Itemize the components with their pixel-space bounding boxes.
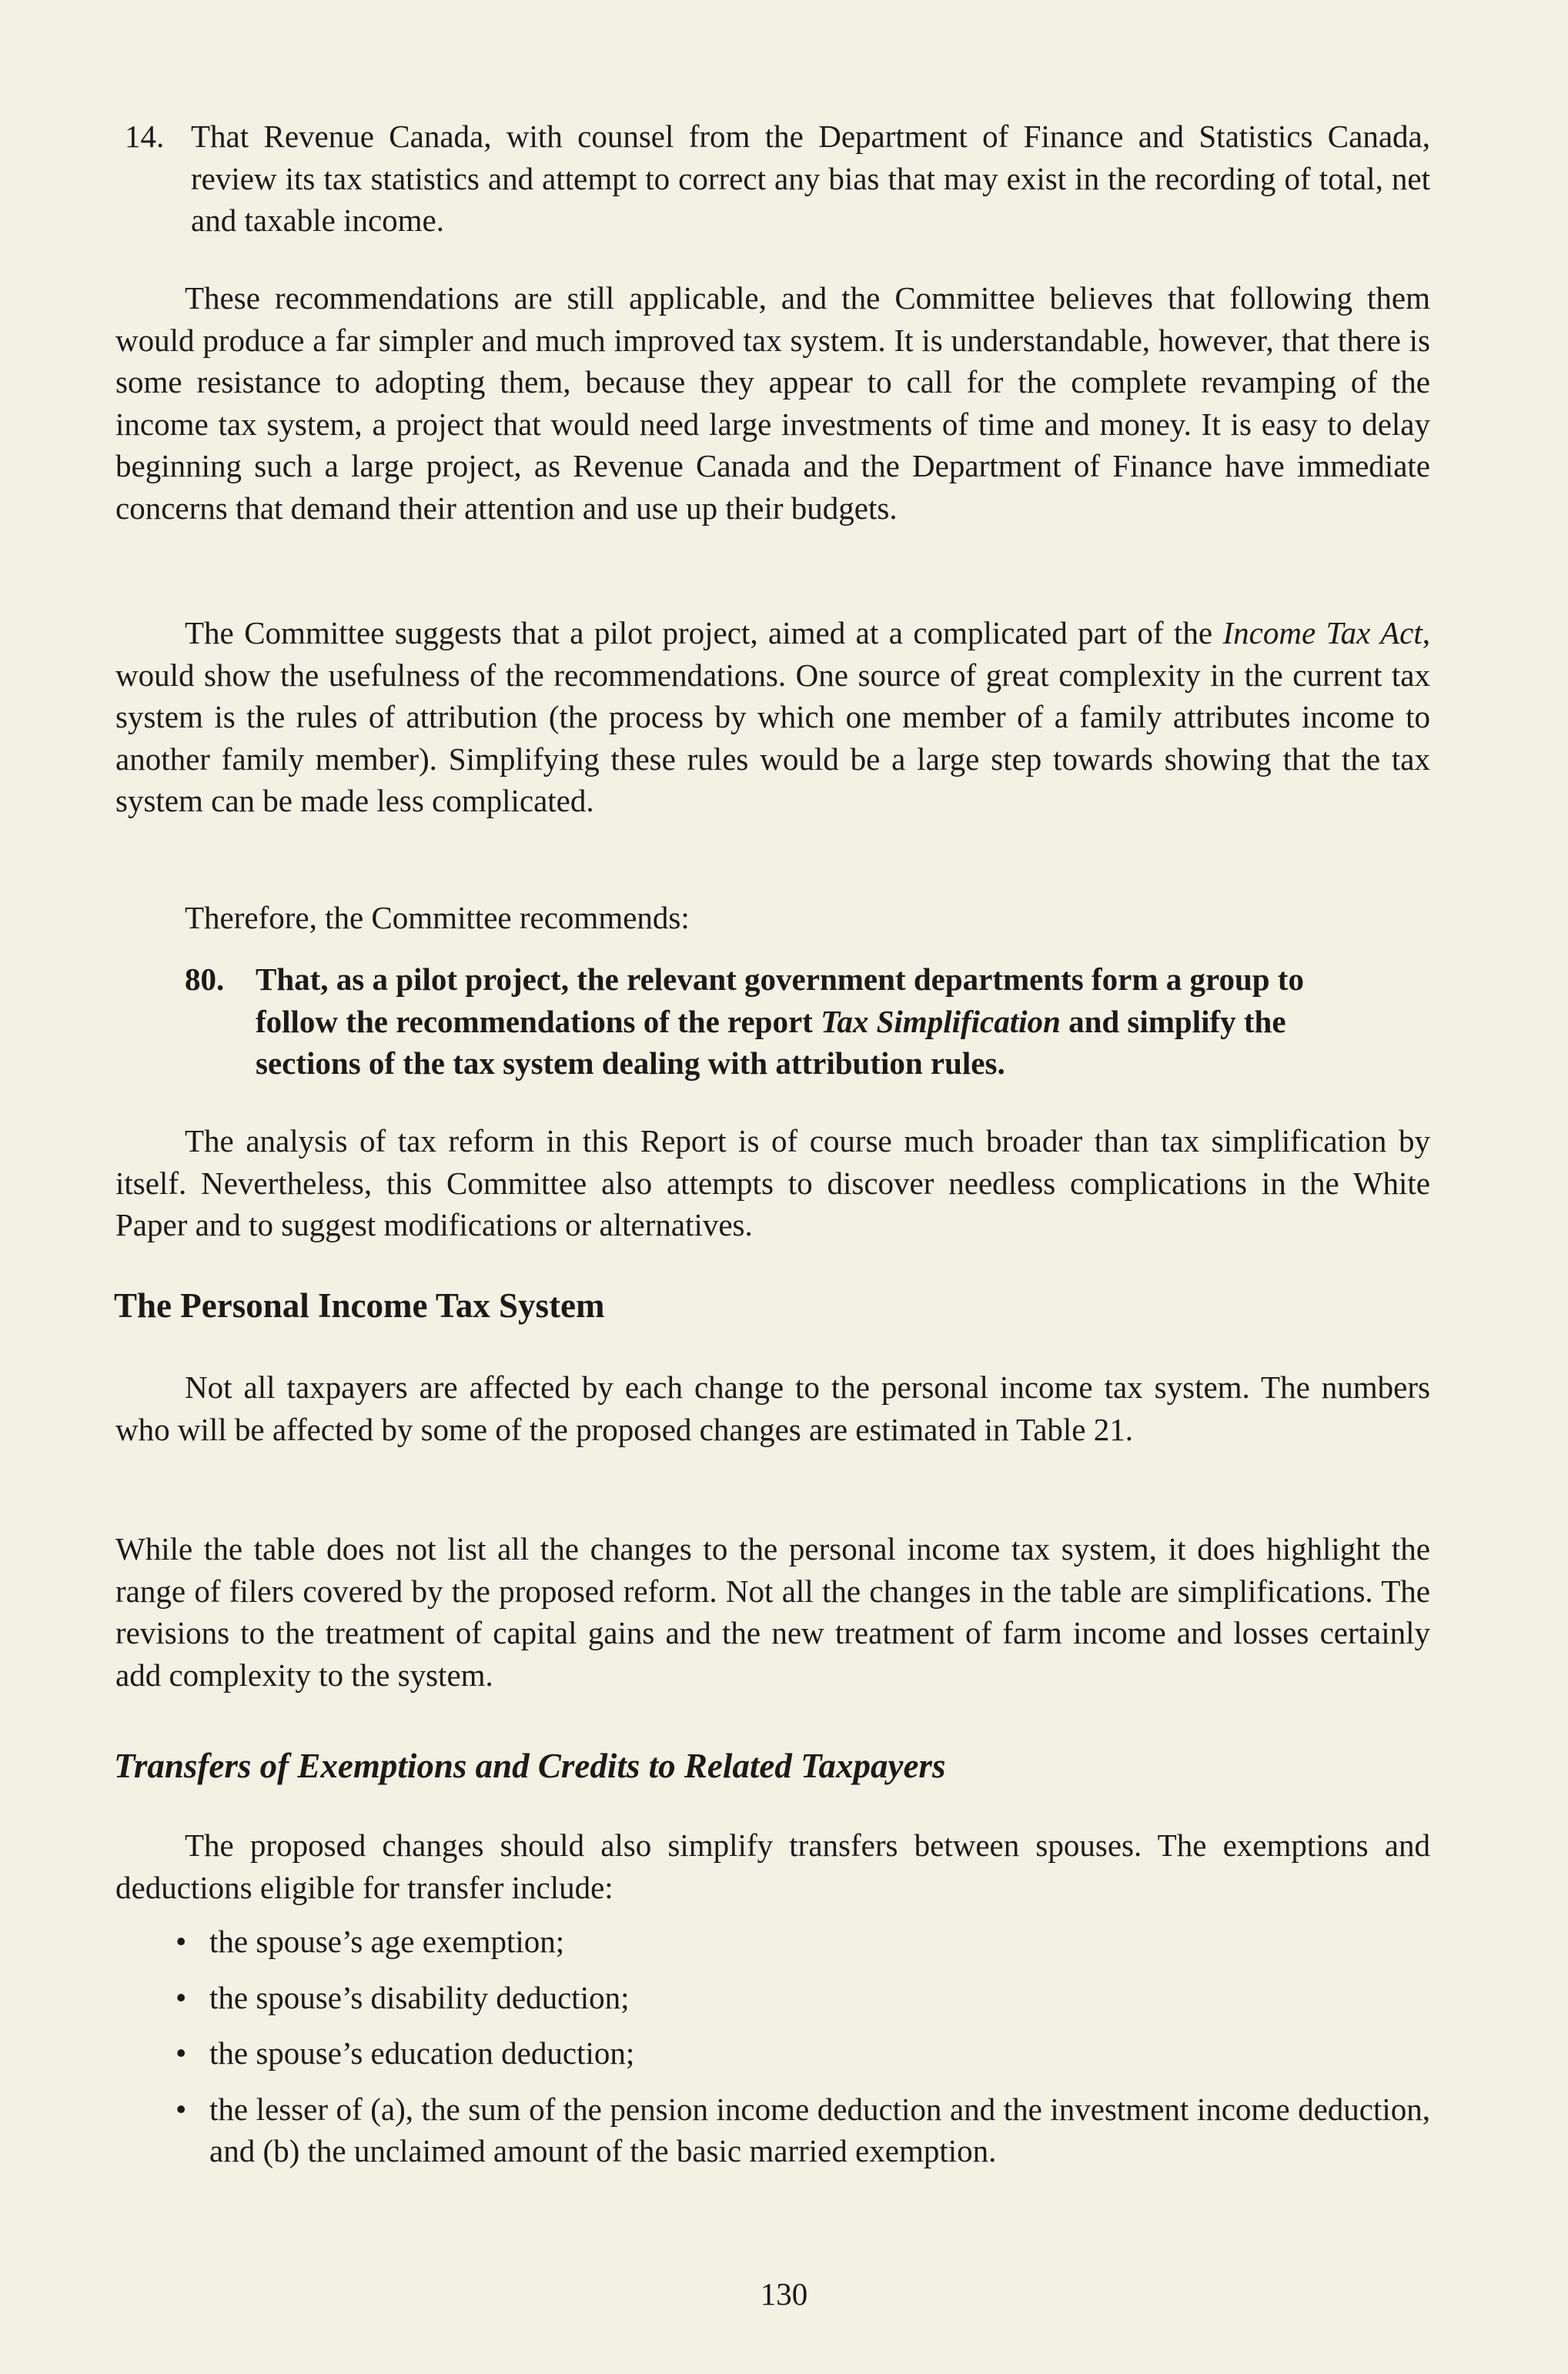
recommendation-text-a: That, as a pilot project, the relevant government departments form a group to follow the recommendations of the report (256, 961, 1304, 1039)
recommendation-text-b: and simplify the sections of the tax system dealing with attribution rules. (256, 1003, 1286, 1081)
para2-text-b: , would show the usefulness of the recommendations. One source of great complexity in the current tax system is the rules of attribution (the process by which one member of a family attributes income to another family member). Simplifying these rules would be a large step towards showing that the tax system can be made less complicated. (115, 615, 1430, 818)
para2-text-a: The Committee suggests that a pilot project, aimed at a complicated part of the (185, 615, 1223, 650)
list-item: • the spouse’s age exemption; (176, 1921, 1430, 1963)
report-title: Tax Simplification (821, 1003, 1061, 1039)
paragraph-analysis: The analysis of tax reform in this Report is of course much broader than tax simplification by itself. Nevertheless, this Committee also attempts to discover needless complications in the White Paper and to suggest modifications or alternatives. (115, 1123, 1430, 1242)
paragraph-transfers: The proposed changes should also simplify transfers between spouses. The exemptions and deductions eligible for transfer include: (115, 1827, 1430, 1905)
page-number: 130 (760, 2276, 808, 2312)
act-title: Income Tax Act (1222, 615, 1423, 650)
bullet-list (176, 1921, 1430, 2186)
item-text: That Revenue Canada, with counsel from the Department of Finance and Statistics Canada, review its tax statistics and attempt to correct any bias that may exist in the recording of total, net and taxable income. (191, 119, 1430, 238)
list-item: • the lesser of (a), the sum of the pension income deduction and the investment income deduction, and (b) the unclaimed amount of the basic married exemption. (176, 2088, 1430, 2172)
heading-personal-income-tax: The Personal Income Tax System (114, 1286, 605, 1325)
item-number: 14. (125, 119, 165, 154)
recommendation-14 (125, 115, 1430, 242)
recommendation-number: 80. (185, 961, 225, 997)
paragraph-recommendations-applicable: These recommendations are still applicable, and the Committee believes that following them would produce a far simpler and much improved tax system. It is understandable, however, that there is some resistance to adopting them, because they appear to call for the complete revamping of the income tax system, a project that would need large investments of time and money. It is easy to delay beginning such a large project, as Revenue Canada and the Department of Finance have immediate concerns that demand their attention and use up their budgets. (115, 280, 1430, 526)
paragraph-while-table: While the table does not list all the changes to the personal income tax system, it does highlight the range of filers covered by the proposed reform. Not all the changes in the table are simplifications. The revisions to the treatment of capital gains and the new treatment of farm income and losses certainly add complexity to the system. (115, 1531, 1430, 1693)
paragraph-pilot-project (115, 612, 1430, 822)
paragraph-therefore: Therefore, the Committee recommends: (185, 900, 690, 935)
heading-transfers: Transfers of Exemptions and Credits to Related Taxpayers (114, 1747, 946, 1785)
list-item: • the spouse’s education deduction; (176, 2032, 1430, 2075)
recommendation-80 (185, 958, 1356, 1085)
paragraph-not-all-taxpayers: Not all taxpayers are affected by each change to the personal income tax system. The numbers who will be affected by some of the proposed changes are estimated in Table 21. (115, 1369, 1430, 1447)
list-item: • the spouse’s disability deduction; (176, 1977, 1430, 2019)
